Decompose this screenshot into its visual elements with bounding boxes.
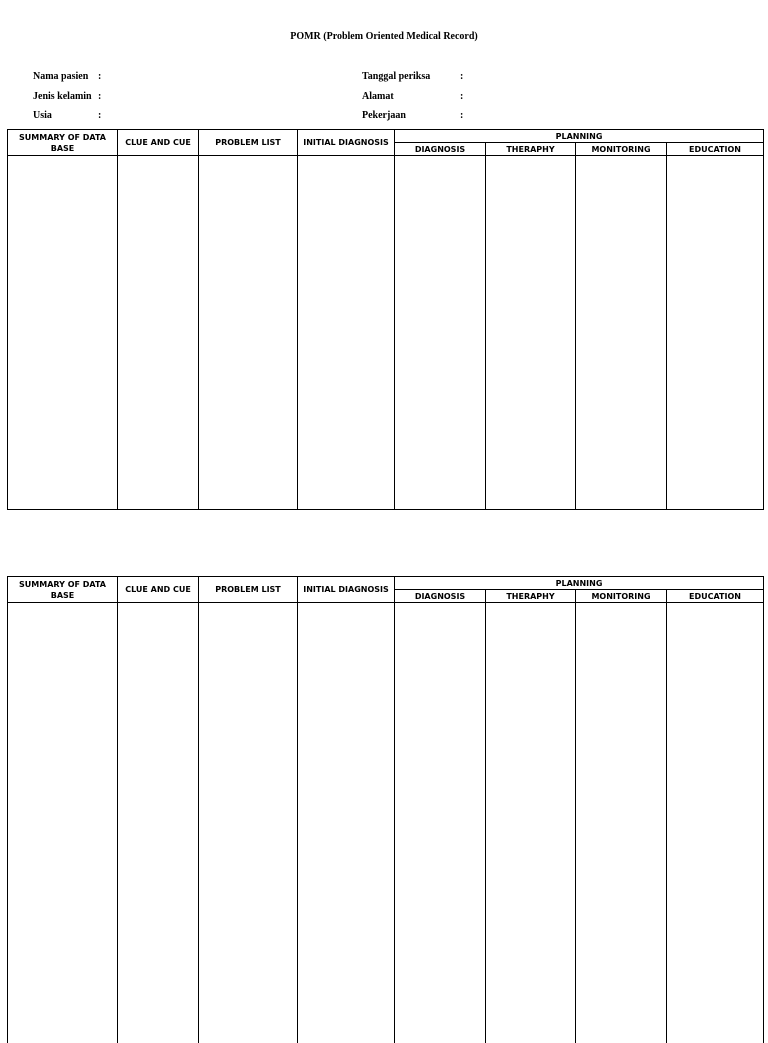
cell-diagnosis[interactable] xyxy=(395,603,486,1043)
cell-summary[interactable] xyxy=(8,156,118,510)
cell-summary[interactable] xyxy=(8,603,118,1043)
cell-therapy[interactable] xyxy=(486,603,576,1043)
patient-info xyxy=(33,71,733,131)
field-label: Jenis kelamin xyxy=(33,91,92,102)
cell-education[interactable] xyxy=(667,603,764,1043)
header-monitoring: MONITORING xyxy=(576,143,667,156)
cell-diagnosis[interactable] xyxy=(395,156,486,510)
header-monitoring: MONITORING xyxy=(576,590,667,603)
cell-initial-diagnosis[interactable] xyxy=(298,156,395,510)
header-problem-list: PROBLEM LIST xyxy=(199,130,298,156)
field-colon: : xyxy=(98,71,101,82)
header-clue-and-cue: CLUE AND CUE xyxy=(118,577,199,603)
header-summary-of-data-base: SUMMARY OF DATA BASE xyxy=(8,577,118,603)
field-label: Nama pasien xyxy=(33,71,88,82)
header-diagnosis: DIAGNOSIS xyxy=(395,590,486,603)
header-diagnosis: DIAGNOSIS xyxy=(395,143,486,156)
cell-clue[interactable] xyxy=(118,603,199,1043)
header-education: EDUCATION xyxy=(667,143,764,156)
header-problem-list: PROBLEM LIST xyxy=(199,577,298,603)
header-planning: PLANNING xyxy=(395,130,764,143)
field-colon: : xyxy=(460,71,463,82)
cell-initial-diagnosis[interactable] xyxy=(298,603,395,1043)
header-clue-and-cue: CLUE AND CUE xyxy=(118,130,199,156)
header-summary-of-data-base: SUMMARY OF DATA BASE xyxy=(8,130,118,156)
field-label: Alamat xyxy=(362,91,394,102)
field-colon: : xyxy=(98,91,101,102)
table-row xyxy=(8,603,764,1043)
pomr-table-2 xyxy=(7,576,764,1043)
field-label: Pekerjaan xyxy=(362,110,406,121)
header-therapy: THERAPHY xyxy=(486,590,576,603)
header-therapy: THERAPHY xyxy=(486,143,576,156)
header-initial-diagnosis: INITIAL DIAGNOSIS xyxy=(298,130,395,156)
cell-problem[interactable] xyxy=(199,156,298,510)
cell-problem[interactable] xyxy=(199,603,298,1043)
field-label: Usia xyxy=(33,110,52,121)
header-initial-diagnosis: INITIAL DIAGNOSIS xyxy=(298,577,395,603)
pomr-table-1 xyxy=(7,129,764,510)
document-title: POMR (Problem Oriented Medical Record) xyxy=(0,31,768,42)
header-planning: PLANNING xyxy=(395,577,764,590)
cell-monitoring[interactable] xyxy=(576,603,667,1043)
field-colon: : xyxy=(460,91,463,102)
cell-clue[interactable] xyxy=(118,156,199,510)
header-education: EDUCATION xyxy=(667,590,764,603)
field-label: Tanggal periksa xyxy=(362,71,430,82)
table-row xyxy=(8,156,764,510)
cell-education[interactable] xyxy=(667,156,764,510)
cell-therapy[interactable] xyxy=(486,156,576,510)
field-colon: : xyxy=(98,110,101,121)
cell-monitoring[interactable] xyxy=(576,156,667,510)
field-colon: : xyxy=(460,110,463,121)
